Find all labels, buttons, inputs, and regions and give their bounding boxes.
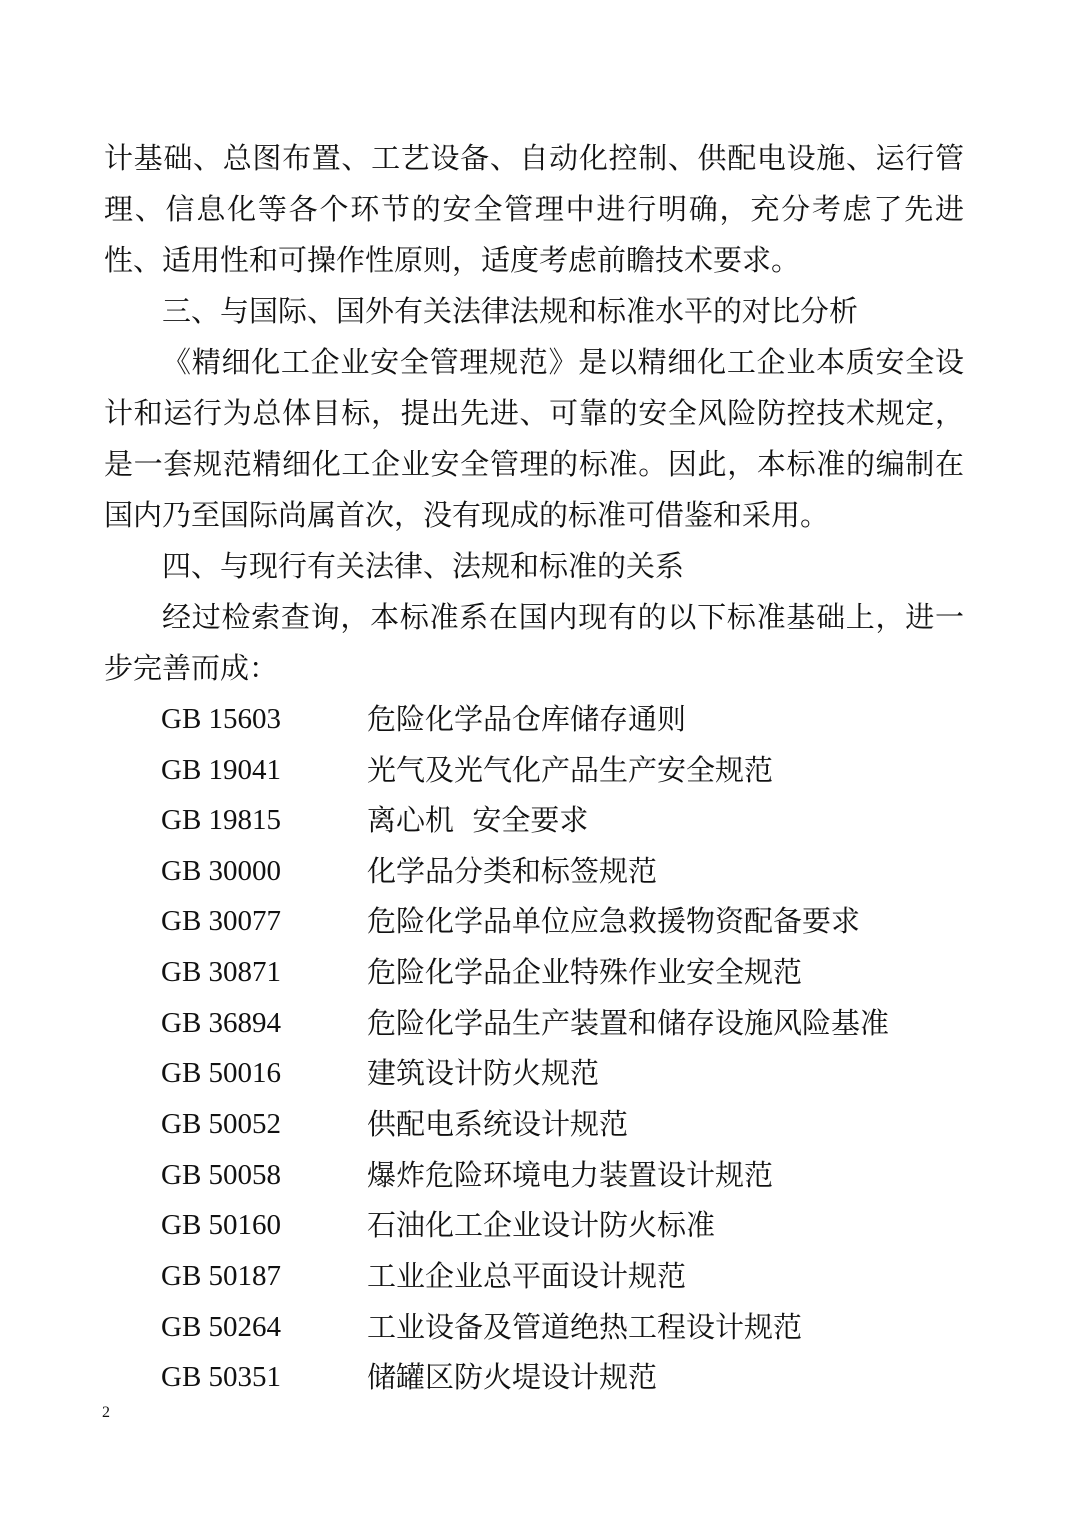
standard-row [0, 795, 1080, 846]
standard-title: 供配电系统设计规范 [367, 1107, 629, 1141]
standard-row [0, 896, 1080, 947]
standard-row [0, 998, 1080, 1049]
standard-code: GB 50187 [161, 1260, 282, 1292]
standard-row [0, 1200, 1080, 1251]
page-number: 2 [102, 1404, 110, 1421]
standard-title: 建筑设计防火规范 [367, 1056, 600, 1090]
standard-row [0, 1352, 1080, 1403]
standard-row [0, 947, 1080, 998]
standard-title: 工业设备及管道绝热工程设计规范 [367, 1310, 803, 1344]
standard-code: GB 19041 [161, 754, 282, 786]
standard-code: GB 36894 [161, 1007, 282, 1039]
standard-title: 爆炸危险环境电力装置设计规范 [367, 1158, 774, 1192]
standard-title: 危险化学品仓库储存通则 [367, 702, 687, 736]
standard-code: GB 50058 [161, 1159, 282, 1191]
standard-row [0, 1251, 1080, 1302]
paragraph-comparison: 《精细化工企业安全管理规范》是以精细化工企业本质安全设计和运行为总体目标，提出先进、可靠的安全风险防控技术规定，是一套规范精细化工企业安全管理的标准。因此，本标准的编制在国内乃至国际尚属首次，没有现成的标准可借鉴和采用。 [104, 345, 964, 532]
section-heading-4: 四、与现行有关法律、法规和标准的关系 [162, 549, 685, 583]
standard-title: 危险化学品单位应急救援物资配备要求 [367, 904, 861, 938]
standard-title: 光气及光气化产品生产安全规范 [367, 753, 774, 787]
standard-row [0, 1150, 1080, 1201]
standard-row [0, 1099, 1080, 1150]
standard-code: GB 50264 [161, 1311, 282, 1343]
paragraph-relation: 经过检索查询，本标准系在国内现有的以下标准基础上，进一步完善而成： [104, 600, 964, 685]
standard-row [0, 745, 1080, 796]
standard-code: GB 15603 [161, 703, 282, 735]
standard-row [0, 1302, 1080, 1353]
standard-code: GB 19815 [161, 804, 282, 836]
standard-title: 工业企业总平面设计规范 [367, 1259, 687, 1293]
standard-row [0, 1048, 1080, 1099]
standard-code: GB 30000 [161, 855, 282, 887]
standard-title: 离心机 安全要求 [367, 803, 589, 837]
paragraph-continuation: 计基础、总图布置、工艺设备、自动化控制、供配电设施、运行管理、信息化等各个环节的安全管理中进行明确，充分考虑了先进性、适用性和可操作性原则，适度考虑前瞻技术要求。 [104, 141, 964, 277]
standard-code: GB 50160 [161, 1209, 282, 1241]
standard-code: GB 30077 [161, 905, 282, 937]
standard-code: GB 50016 [161, 1057, 282, 1089]
section-heading-3: 三、与国际、国外有关法律法规和标准水平的对比分析 [162, 294, 859, 328]
standard-title: 储罐区防火堤设计规范 [367, 1360, 658, 1394]
standard-code: GB 30871 [161, 956, 282, 988]
standard-row [0, 694, 1080, 745]
standard-title: 危险化学品企业特殊作业安全规范 [367, 955, 803, 989]
standard-code: GB 50052 [161, 1108, 282, 1140]
standard-row [0, 846, 1080, 897]
standard-title: 石油化工企业设计防火标准 [367, 1208, 716, 1242]
standard-title: 化学品分类和标签规范 [367, 854, 658, 888]
standard-code: GB 50351 [161, 1361, 282, 1393]
standard-title: 危险化学品生产装置和储存设施风险基准 [367, 1006, 890, 1040]
